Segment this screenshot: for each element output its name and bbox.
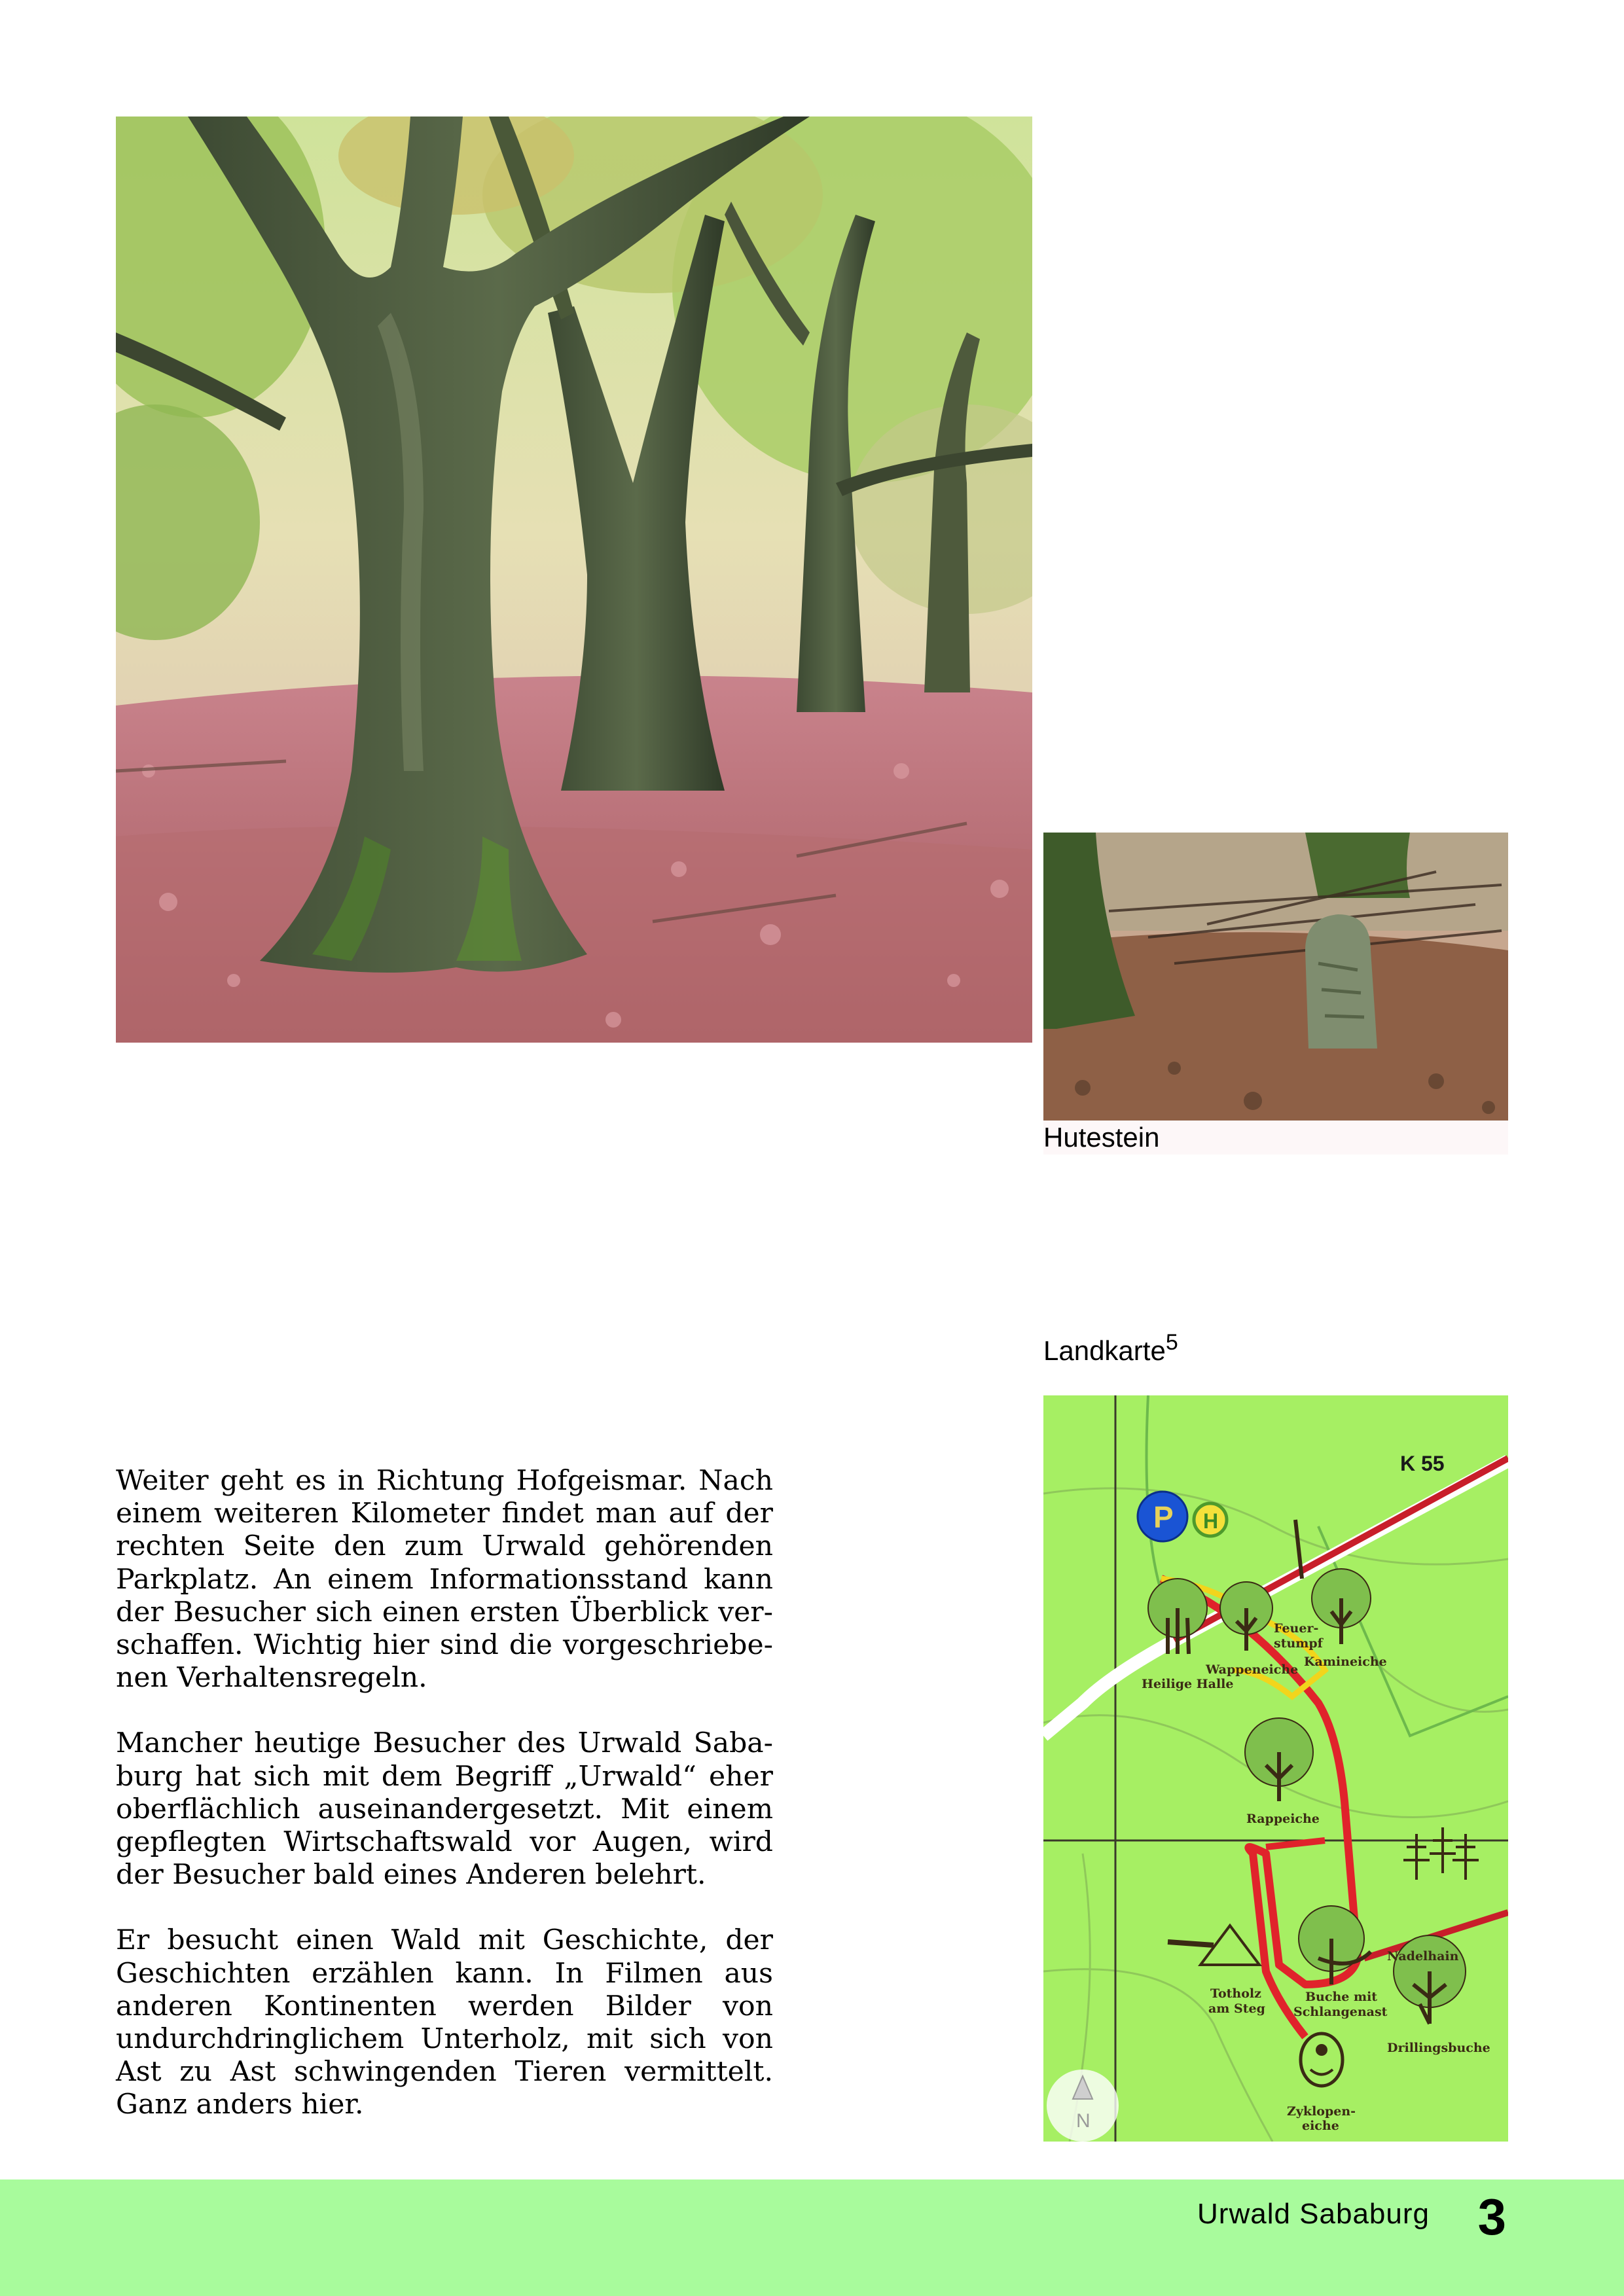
hutestein-photo (1043, 833, 1508, 1121)
map-label-rappeiche: Rappeiche (1246, 1812, 1320, 1826)
forest-photo (116, 117, 1032, 1043)
map-label-totholz-2: am Steg (1208, 2001, 1265, 2016)
map-label-feuerstumpf-1: Feuer- (1274, 1621, 1319, 1636)
paragraph-2: Mancher heutige Besucher des Urwald Sababurg hat sich mit dem Begriff „Urwald“ eher oberflächlich auseinandergesetzt. Mit einem gepflegten Wirtschaftswald vor Augen, wird der Besucher bald eines Anderen belehrt. (116, 1727, 773, 1892)
map-label-totholz-1: Totholz (1210, 1986, 1261, 2001)
map-label-drillingsbuche: Drillingsbuche (1387, 2041, 1490, 2055)
inset-caption: Hutestein (1043, 1122, 1160, 1153)
paragraph-1: Weiter geht es in Richtung Hofgeismar. Nach einem weiteren Kilometer findet man auf der rechten Seite den zum Urwald gehörenden Parkplatz. An einem Informationsstand kann der Besucher sich einen ersten Überblick verschaffen. Wichtig hier sind die vorgeschriebenen Verhaltensregeln. (116, 1465, 773, 1695)
map-label-nadelhain: Nadelhain (1387, 1949, 1459, 1964)
map-footnote: 5 (1165, 1330, 1178, 1355)
map-label-buche-2: Schlangenast (1293, 2005, 1388, 2019)
bus-label: H (1203, 1509, 1219, 1533)
map-label-zyklopen-2: eiche (1302, 2119, 1339, 2133)
footer-label: Urwald Sababurg (1197, 2198, 1430, 2230)
map-label-heilige-halle: Heilige Halle (1142, 1677, 1234, 1691)
map-label-wappeneiche: Wappeneiche (1206, 1662, 1299, 1677)
map-label-kamineiche: Kamineiche (1304, 1655, 1387, 1669)
north-label: N (1076, 2110, 1091, 2132)
map-title (1043, 1330, 1178, 1367)
trail-map (1043, 1395, 1508, 2142)
page-number: 3 (1477, 2188, 1506, 2246)
article-text (116, 1465, 773, 2155)
map-title-text: Landkarte (1043, 1335, 1166, 1366)
parking-label: P (1153, 1500, 1174, 1534)
map-label-zyklopen-1: Zyklopen- (1287, 2104, 1356, 2119)
paragraph-3: Er besucht einen Wald mit Geschichte, der Geschichten erzählen kann. In Filmen aus anderen Kontinenten werden Bilder von undurchdringlichem Unterholz, mit sich von Ast zu Ast schwingenden Tieren vermittelt. Ganz anders hier. (116, 1924, 773, 2121)
map-label-feuerstumpf-2: stumpf (1274, 1636, 1323, 1651)
footer-bar (0, 2179, 1624, 2296)
road-label: K 55 (1400, 1452, 1445, 1475)
map-label-buche-1: Buche mit (1305, 1990, 1378, 2004)
